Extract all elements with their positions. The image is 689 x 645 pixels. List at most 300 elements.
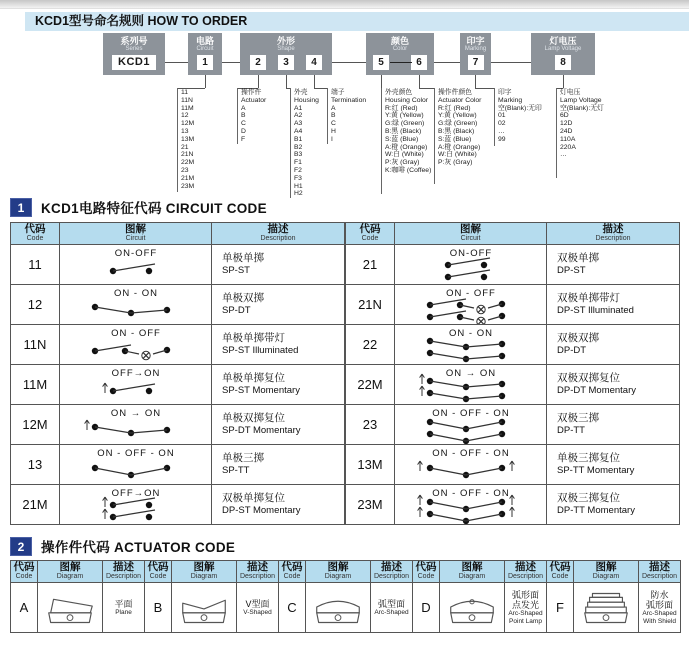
description-zh: 点发光 (511, 600, 539, 610)
option-list-title: 操作件 (241, 89, 262, 96)
description-zh: 弧形面 (511, 590, 539, 600)
circuit-description-cell (547, 485, 680, 525)
circuit-code-cell: 12M (11, 405, 60, 445)
option-list-title: Actuator Color (438, 96, 482, 104)
header-cell (279, 561, 306, 583)
option-list-item: A:橙 (Orange) (438, 143, 481, 151)
connector-line (419, 75, 420, 88)
actuator-description-cell (103, 583, 145, 633)
header-cell (574, 561, 639, 583)
header-cell (547, 561, 574, 583)
option-list-item: 21 (181, 143, 189, 151)
actuator-diagram-cell (38, 583, 103, 633)
option-list-item: 220A (560, 143, 576, 151)
description-zh: 防水 (650, 590, 669, 600)
header-cell (547, 223, 680, 245)
header-row (11, 223, 345, 245)
description-en: DP-TT (557, 425, 585, 436)
option-list-item: 23M (181, 182, 195, 190)
circuit-description-cell (547, 365, 680, 405)
description-zh: 双极单掷 (557, 252, 599, 264)
option-list-item: Y:黄 (Yellow) (385, 112, 424, 120)
header-label-en: Code (149, 573, 167, 580)
option-list-item: 6D (560, 112, 569, 120)
description-zh: 单极单掷带灯 (222, 332, 285, 344)
svg-text:ON - OFF - ON: ON - OFF - ON (431, 407, 510, 419)
description-en: Point Lamp (509, 617, 542, 625)
order-code-box: 8 (555, 55, 571, 70)
order-code-box: 1 (197, 55, 213, 70)
header-label-en: Diagram (458, 573, 486, 580)
header-label-en: Description (595, 235, 631, 242)
circuit-row-11N (11, 325, 345, 365)
circuit-description-cell (212, 285, 345, 325)
circuit-code-cell: 22 (346, 325, 395, 365)
header-label-zh: 描述 (602, 223, 624, 235)
circuit-code-cell: 13M (346, 445, 395, 485)
table-body (11, 583, 681, 633)
option-list-item: 01 (498, 112, 506, 120)
circuit-code-cell: 21N (346, 285, 395, 325)
header-label-zh: 代码 (549, 561, 571, 573)
circuit-description-cell (212, 365, 345, 405)
option-list-item: W:白 (White) (438, 151, 477, 159)
header-cell (440, 561, 505, 583)
circuit-diagram-cell (60, 405, 212, 445)
option-list-item: Y:黄 (Yellow) (438, 112, 477, 120)
option-list-item: 13M (181, 135, 195, 143)
actuator-code-cell: C (279, 583, 306, 633)
circuit-diagram-svg (396, 406, 546, 444)
header-label-en: Diagram (56, 573, 84, 580)
option-list-item: … (498, 127, 505, 135)
description-en: DP-ST Illuminated (557, 305, 634, 316)
group-label: 印字 (466, 36, 485, 46)
option-list-item: 11M (181, 104, 194, 112)
header-label-zh: 代码 (147, 561, 169, 573)
option-list-item: S:蓝 (Blue) (438, 135, 472, 143)
option-list-item: 110A (560, 135, 576, 143)
header-cell (172, 561, 237, 583)
header-label-en: Diagram (190, 573, 218, 580)
connector-line (258, 75, 259, 88)
header-label-en: Circuit (125, 235, 146, 242)
option-list-item: A (241, 104, 246, 112)
header-label-zh: 描述 (113, 561, 134, 573)
actuator-diagram-svg (309, 588, 367, 628)
connector-line (314, 75, 315, 88)
svg-text:OFF→ON: OFF→ON (111, 487, 160, 499)
circuit-row-11M (11, 365, 345, 405)
header-cell (11, 223, 60, 245)
option-list-item: W:白 (White) (385, 151, 424, 159)
description-zh: 单极单掷复位 (222, 372, 285, 384)
header-label-en: Description (641, 573, 677, 580)
connector-line (205, 75, 206, 88)
option-list-item: G:绿 (Green) (385, 120, 425, 128)
description-en: DP-TT Momentary (557, 505, 635, 516)
option-list-item: R:红 (Red) (438, 104, 471, 112)
option-list-title: Housing Color (385, 96, 429, 104)
circuit-diagram-cell (395, 485, 547, 525)
circuit-diagram-cell (60, 245, 212, 285)
order-code-box: 2 (250, 55, 266, 70)
order-code-box: 6 (411, 55, 427, 70)
circuit-diagram-cell (395, 405, 547, 445)
option-list-item: 空(Blank):无灯 (560, 104, 604, 112)
actuator-diagram-cell (440, 583, 505, 633)
section1-number-badge: 1 (10, 198, 32, 217)
header-cell (413, 561, 440, 583)
actuator-diagram-cell (306, 583, 371, 633)
header-label-zh: 图解 (59, 561, 81, 573)
option-list-item: 12 (181, 112, 189, 120)
circuit-code-cell: 11M (11, 365, 60, 405)
option-list-title: 印字 (498, 89, 512, 96)
group-codes (240, 55, 332, 70)
option-list-title: Actuator (241, 96, 267, 104)
option-list-item: 12M (181, 120, 195, 128)
header-cell (145, 561, 172, 583)
option-list-item: K:咖啡 (Coffee) (385, 166, 432, 174)
table-head (346, 223, 680, 245)
description-zh: 双极单掷带灯 (557, 292, 620, 304)
group-label: 系列号 (120, 36, 148, 46)
actuator-diagram-cell (574, 583, 639, 633)
option-list-item: G:绿 (Green) (438, 120, 478, 128)
circuit-code-cell: 11 (11, 245, 60, 285)
header-label-zh: 代码 (415, 561, 437, 573)
option-list-item: P:灰 (Gray) (385, 159, 420, 167)
group-sublabel: Marking (464, 46, 487, 52)
connector-line (332, 62, 366, 63)
order-group-shape (240, 33, 332, 75)
svg-text:ON - OFF: ON - OFF (445, 287, 496, 299)
circuit-row-13M (346, 445, 680, 485)
option-list-item: H2 (294, 190, 303, 198)
actuator-description-cell (639, 583, 681, 633)
option-list-item: P:灰 (Gray) (438, 159, 473, 167)
circuit-table-left (10, 222, 345, 525)
circuit-diagram-cell (60, 285, 212, 325)
circuit-diagram-cell (395, 445, 547, 485)
header-label-zh: 描述 (649, 561, 670, 573)
option-list-item: S:蓝 (Blue) (385, 135, 419, 143)
order-code-box: 3 (278, 55, 294, 70)
header-label-en: Code (417, 573, 435, 580)
header-cell (306, 561, 371, 583)
table-body (346, 245, 680, 525)
header-label-en: Code (551, 573, 569, 580)
svg-text:ON → ON: ON → ON (445, 367, 496, 379)
connector-line (390, 62, 412, 63)
circuit-diagram-svg (61, 406, 211, 444)
option-list-title: 灯电压 (560, 89, 581, 96)
option-list-item: H (331, 127, 336, 135)
circuit-description-cell (547, 285, 680, 325)
circuit-row-11 (11, 245, 345, 285)
header-cell (346, 223, 395, 245)
circuit-diagram-cell (60, 485, 212, 525)
header-cell (237, 561, 279, 583)
circuit-diagram-svg (61, 486, 211, 524)
circuit-description-cell (547, 325, 680, 365)
option-list-item: H1 (294, 182, 303, 190)
group-label: 颜色 (390, 36, 409, 46)
description-en: DP-DT (557, 345, 587, 356)
circuit-code-cell: 21M (11, 485, 60, 525)
description-en: Arc-Shaped (374, 608, 409, 616)
description-en: SP-ST (222, 265, 250, 276)
svg-text:ON-OFF: ON-OFF (449, 247, 492, 259)
actuator-diagram-svg (175, 588, 233, 628)
actuator-row (11, 583, 681, 633)
option-list-item: 24D (560, 127, 573, 135)
option-list-item: 12D (560, 120, 573, 128)
order-group-marking (460, 33, 491, 75)
option-list-title: 外壳颜色 (385, 89, 413, 96)
description-en: With Shield (643, 617, 676, 625)
header-label-zh: 代码 (13, 561, 35, 573)
option-list-item: … (560, 151, 567, 159)
option-list-item: A2 (294, 112, 303, 120)
actuator-diagram-cell (172, 583, 237, 633)
option-list-lamp-voltage (556, 88, 618, 178)
option-list-item: C (241, 120, 246, 128)
header-cell (505, 561, 547, 583)
header-label-en: Diagram (592, 573, 620, 580)
circuit-diagram-cell (60, 445, 212, 485)
option-list-marking (494, 88, 552, 146)
header-label-en: Description (239, 573, 275, 580)
description-zh: 双极三掷复位 (557, 492, 620, 504)
header-label-en: Description (105, 573, 141, 580)
option-list-item: I (331, 135, 333, 143)
svg-text:ON-OFF: ON-OFF (114, 247, 157, 259)
circuit-row-21M (11, 485, 345, 525)
description-zh: 双极双掷复位 (557, 372, 620, 384)
connector-line (381, 75, 382, 88)
group-sublabel: Series (125, 46, 143, 52)
circuit-diagram-cell (60, 365, 212, 405)
header-label-zh: 图解 (193, 561, 215, 573)
description-zh: 单极双掷 (222, 292, 264, 304)
option-list-title: Lamp Voltage (560, 96, 602, 104)
svg-text:ON - ON: ON - ON (113, 287, 158, 299)
circuit-code-cell: 13 (11, 445, 60, 485)
description-en: DP-ST (557, 265, 586, 276)
connector-line (563, 75, 564, 88)
option-list-item: 23 (181, 166, 189, 174)
option-list-item: A3 (294, 120, 303, 128)
order-group-series (103, 33, 165, 75)
description-en: Plane (115, 608, 132, 616)
order-code-box: 4 (306, 55, 322, 70)
header-row (346, 223, 680, 245)
header-cell (371, 561, 413, 583)
group-sublabel: Shape (277, 46, 295, 52)
circuit-diagram-cell (395, 245, 547, 285)
description-zh: 双极双掷 (557, 332, 599, 344)
option-list-item: 22M (181, 159, 195, 167)
description-zh: 双极单掷复位 (222, 492, 285, 504)
group-label: 外形 (276, 36, 295, 46)
option-list-termination (327, 88, 379, 144)
option-list-item: F3 (294, 174, 302, 182)
circuit-diagram-svg (396, 486, 546, 524)
option-list-item: B:黑 (Black) (438, 127, 475, 135)
circuit-code-table (10, 222, 680, 525)
section2-title: 操作件代码 ACTUATOR CODE (41, 540, 236, 555)
actuator-description-cell (237, 583, 279, 633)
header-label-en: Description (260, 235, 296, 242)
circuit-row-12 (11, 285, 345, 325)
circuit-code-cell: 21 (346, 245, 395, 285)
group-sublabel: Circuit (196, 46, 214, 52)
circuit-diagram-svg (396, 366, 546, 404)
circuit-description-cell (547, 405, 680, 445)
header-label-zh: 描述 (247, 561, 268, 573)
option-list-item: 02 (498, 120, 506, 128)
connector-line (475, 75, 476, 88)
actuator-code-cell: A (11, 583, 38, 633)
circuit-diagram-svg (61, 286, 211, 324)
actuator-diagram-svg (577, 588, 635, 628)
connector-line (286, 75, 287, 88)
group-sublabel: Lamp Voltage (544, 46, 582, 52)
circuit-diagram-svg (61, 246, 211, 284)
description-en: DP-ST Momentary (222, 505, 301, 516)
circuit-description-cell (547, 245, 680, 285)
description-zh: 单极双掷复位 (222, 412, 285, 424)
header-label-zh: 描述 (515, 561, 536, 573)
option-list-item: B (331, 112, 336, 120)
circuit-diagram-cell (60, 325, 212, 365)
section2-header (10, 536, 235, 556)
description-en: V-Shaped (243, 608, 272, 616)
circuit-description-cell (212, 445, 345, 485)
circuit-code-cell: 11N (11, 325, 60, 365)
header-label-en: Code (361, 235, 379, 242)
actuator-description-cell (371, 583, 413, 633)
description-en: SP-ST Illuminated (222, 345, 299, 356)
description-zh: 平面 (114, 598, 133, 609)
option-list-item: A:橙 (Orange) (385, 143, 428, 151)
circuit-diagram-cell (395, 325, 547, 365)
group-label: 灯电压 (549, 36, 577, 46)
header-cell (60, 223, 212, 245)
header-label-zh: 图解 (327, 561, 349, 573)
top-divider-strip (0, 0, 689, 9)
table-head (11, 223, 345, 245)
description-zh: 单极单掷 (222, 252, 264, 264)
header-label-zh: 代码 (281, 561, 303, 573)
option-list-housing (290, 88, 324, 198)
option-list-item: F1 (294, 159, 302, 167)
description-en: SP-TT Momentary (557, 465, 635, 476)
header-label-en: Diagram (324, 573, 352, 580)
circuit-diagram-svg (396, 446, 546, 484)
option-list-title: Marking (498, 96, 523, 104)
group-label: 电路 (195, 36, 214, 46)
option-list-item: A1 (294, 104, 303, 112)
circuit-code-cell: 12 (11, 285, 60, 325)
option-list-title: 外壳 (294, 89, 308, 96)
header-label-en: Code (15, 573, 33, 580)
option-list-item: F2 (294, 166, 302, 174)
svg-text:ON → ON: ON → ON (110, 407, 161, 419)
actuator-diagram-svg (443, 588, 501, 628)
header-cell (38, 561, 103, 583)
section1-title: KCD1电路特征代码 CIRCUIT CODE (41, 201, 267, 216)
circuit-row-22 (346, 325, 680, 365)
group-codes (460, 55, 491, 70)
header-label-zh: 图解 (125, 223, 146, 235)
svg-text:ON - OFF - ON: ON - OFF - ON (431, 447, 510, 459)
option-list-item: R:红 (Red) (385, 104, 418, 112)
description-zh: V型面 (245, 598, 270, 609)
option-list-actuator-color (434, 88, 502, 184)
option-list-item: B:黑 (Black) (385, 127, 422, 135)
header-label-en: Circuit (460, 235, 481, 242)
circuit-diagram-svg (396, 246, 546, 284)
group-codes (103, 55, 165, 70)
circuit-row-21 (346, 245, 680, 285)
order-code-box: KCD1 (112, 55, 156, 70)
svg-text:ON - OFF - ON: ON - OFF - ON (431, 487, 510, 499)
table-head (11, 561, 681, 583)
header-label-zh: 图解 (461, 561, 483, 573)
connector-line (165, 62, 188, 63)
section2-number-badge: 2 (10, 537, 32, 556)
order-group-circuit (188, 33, 222, 75)
option-list-item: F (241, 135, 246, 143)
circuit-description-cell (212, 485, 345, 525)
header-cell (639, 561, 681, 583)
header-label-en: Description (373, 573, 409, 580)
option-list-title: 操作件颜色 (438, 89, 472, 96)
circuit-description-cell (547, 445, 680, 485)
circuit-diagram-svg (61, 366, 211, 404)
option-list-item: B2 (294, 143, 303, 151)
circuit-code-cell: 22M (346, 365, 395, 405)
group-codes (531, 55, 595, 70)
section1-header (10, 197, 267, 217)
svg-text:ON - OFF - ON: ON - OFF - ON (96, 447, 175, 459)
page-title: KCD1型号命名规则 HOW TO ORDER (25, 12, 689, 31)
table-body (11, 245, 345, 525)
circuit-row-23M (346, 485, 680, 525)
header-label-en: Code (26, 235, 44, 242)
option-list-item: D (241, 127, 246, 135)
header-label-zh: 图解 (460, 223, 481, 235)
description-zh: 双极三掷 (557, 412, 599, 424)
header-label-zh: 描述 (267, 223, 289, 235)
option-list-item: 13 (181, 127, 189, 135)
option-list-title: Housing (294, 96, 319, 104)
circuit-code-cell: 23 (346, 405, 395, 445)
header-label-zh: 图解 (595, 561, 617, 573)
circuit-table-right (345, 222, 680, 525)
option-list-item: C (331, 120, 336, 128)
connector-line (434, 62, 460, 63)
header-label-en: Description (507, 573, 543, 580)
option-list-item: 空(Blank):无印 (498, 104, 542, 112)
header-cell (11, 561, 38, 583)
option-list-item: 11 (181, 89, 189, 96)
circuit-row-13 (11, 445, 345, 485)
option-list-title: Termination (331, 96, 367, 104)
